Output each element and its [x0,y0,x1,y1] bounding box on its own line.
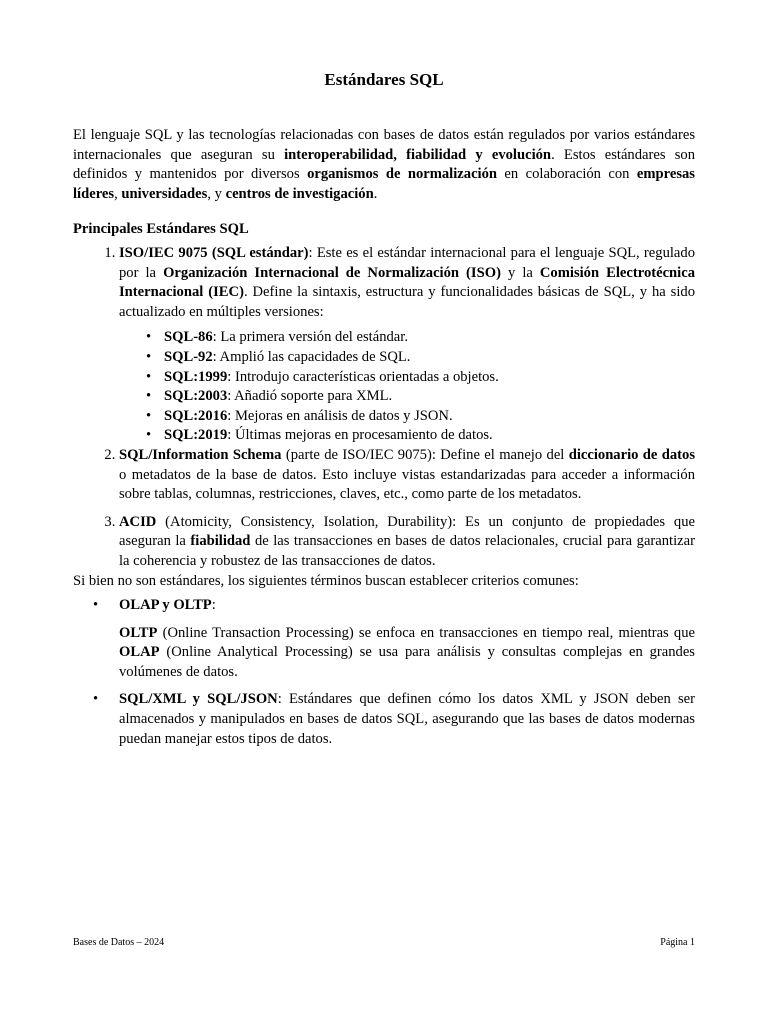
text-run: : [211,597,216,614]
bold-run: centros de investigación [225,185,374,202]
bold-run: universidades [121,185,208,202]
text-run: . [373,185,378,202]
intro-paragraph [73,126,695,204]
text-run: , [114,185,122,202]
non-standards-intro: Si bien no son estándares, los siguientes términos buscan establecer criterios comunes: [73,573,579,590]
document-body [73,126,695,749]
text-run: . Define la sintaxis, estructura y funcionalidades básicas de SQL, y ha sido actualizado en múltiples versiones: [119,284,695,320]
text-run: de las transacciones en bases de datos relacionales, crucial para garantizar la coherencia y robustez de las transacciones de datos. [119,533,695,569]
bold-run: interoperabilidad, fiabilidad y evolución [284,146,552,163]
bold-run: diccionario de datos [568,446,695,463]
version-item: • SQL:2016: Mejoras en análisis de datos y JSON. [164,407,695,427]
version-item: • SQL:1999: Introdujo características orientadas a objetos. [164,368,695,388]
term-heading [119,597,216,613]
text-run: : Estándares que definen cómo los datos XML y JSON deben ser almacenados y manipulados en bases de datos SQL, asegurando que las bases de datos modernas puedan manejar estos tipos de datos. [119,691,695,747]
standard-item-iso [119,244,695,446]
bold-run: Organización Internacional de Normalización (ISO) [163,264,501,281]
term-item-xml-json [119,690,695,749]
bold-run: OLAP y OLTP [119,597,212,614]
standard-item-information-schema [119,446,695,505]
bold-run: OLAP [119,644,160,661]
text-run: y la [500,264,540,281]
standard-item-acid [119,513,695,572]
bold-run: fiabilidad [190,533,251,550]
text-run: . Estos estándares son definidos y mantenidos por diversos [73,146,696,183]
footer-page-number: Página 1 [660,937,695,948]
bold-run: organismos de normalización [307,166,498,183]
text-run: (Online Analytical Processing) se usa para análisis y consultas complejas en grandes volúmenes de datos. [119,644,695,680]
bold-run: ISO/IEC 9075 (SQL estándar) [119,244,309,261]
version-item: • SQL:2019: Últimas mejoras en procesamiento de datos. [164,426,695,446]
term-detail [119,624,695,683]
document-page [73,0,695,1024]
bold-run: empresas líderes [73,166,695,202]
standards-list [73,244,695,572]
text-run: (Atomicity, Consistency, Isolation, Durability): Es un conjunto de propiedades que aseguran la [119,513,695,550]
bold-run: SQL/XML y SQL/JSON [119,691,278,708]
text-run: : Este es el estándar internacional para el lenguaje SQL, regulado por la [119,244,695,281]
footer-course: Bases de Datos – 2024 [73,937,165,948]
term-text [119,691,695,746]
standard-text [119,514,695,569]
text-run: , y [207,185,226,202]
text-run: (parte de ISO/IEC 9075): Define el manejo del [281,446,569,463]
text-run: El lenguaje SQL y las tecnologías relacionadas con bases de datos están regulados por varios estándares internacionales que aseguran su [73,127,695,163]
standard-text [119,245,695,320]
text-run: en colaboración con [497,166,637,183]
term-item-olap-oltp [119,596,695,682]
text-run: (Online Transaction Processing) se enfoca en transacciones en tiempo real, mientras que [157,624,695,641]
bold-run: ACID [119,513,157,530]
text-run: o metadatos de la base de datos. Esto incluye vistas estandarizadas para acceder a información sobre tablas, columnas, restricciones, claves, etc., como parte de los metadatos. [119,466,695,503]
standard-text [119,447,695,502]
version-item: • SQL:2003: Añadió soporte para XML. [164,387,695,407]
bold-run: SQL/Information Schema [119,446,282,463]
bold-run: OLTP [119,624,158,641]
bold-run: Comisión Electrotécnica Internacional (IEC) [119,264,695,301]
version-item: • SQL-92: Amplió las capacidades de SQL. [164,348,695,368]
version-item: • SQL-86: La primera versión del estándar. [164,328,695,348]
versions-list [119,328,695,446]
terms-list [73,596,695,749]
section-heading: Principales Estándares SQL [73,221,249,238]
page-title: Estándares SQL [324,70,444,89]
